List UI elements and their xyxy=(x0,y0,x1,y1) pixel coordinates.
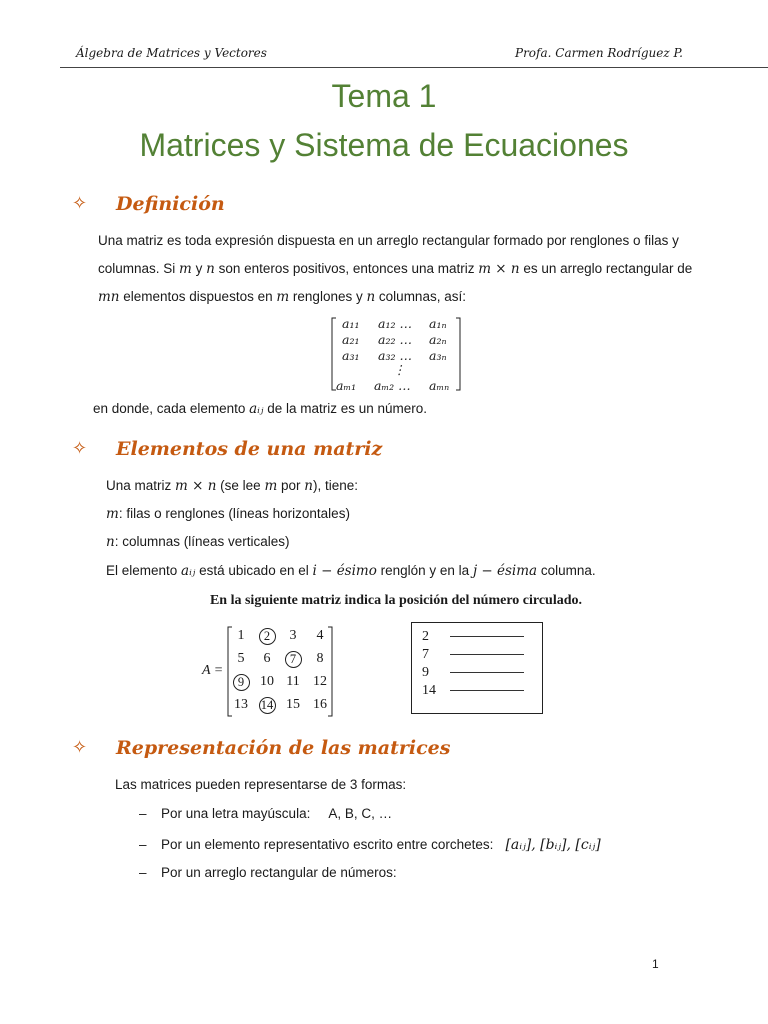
general-matrix xyxy=(330,316,462,392)
matrix-cell: 12 xyxy=(313,674,327,689)
matrix-cell: 8 xyxy=(316,651,324,666)
matrix-element: a₂₁ xyxy=(342,332,360,347)
elements-line-4: El elemento aᵢⱼ está ubicado en el i − ésimo renglón y en la j − ésima columna. xyxy=(106,563,596,579)
matrix-cell: 10 xyxy=(260,674,274,689)
matrix-element: aₘ₂ … xyxy=(374,378,411,393)
page-number: 1 xyxy=(652,957,659,971)
matrix-cell: 16 xyxy=(313,697,327,712)
section-definicion-title: Definición xyxy=(116,193,225,215)
four-point-star-icon: ✧ xyxy=(72,438,88,458)
list-dash: – xyxy=(139,806,147,821)
matrix-cell-circled: 14 xyxy=(252,697,282,714)
answer-line[interactable]: 14 xyxy=(422,683,524,699)
representation-intro: Las matrices pueden representarse de 3 formas: xyxy=(115,777,407,792)
list-dash: – xyxy=(139,865,147,880)
matrix-cell: 5 xyxy=(237,651,245,666)
matrix-cell: 15 xyxy=(286,697,300,712)
matrix-vertical-dots: ⋮ xyxy=(393,362,406,377)
definition-line-4: en donde, cada elemento aᵢⱼ de la matriz es un número. xyxy=(93,401,428,417)
matrix-element: a₁ₙ xyxy=(429,316,447,331)
matrix-element: aₘₙ xyxy=(429,378,450,393)
list-dash: – xyxy=(139,837,147,852)
header-course-title: Álgebra de Matrices y Vectores xyxy=(76,46,267,60)
matrix-cell: 1 xyxy=(237,628,245,643)
matrix-element: a₃₁ xyxy=(342,348,360,363)
four-point-star-icon: ✧ xyxy=(72,193,88,213)
matrix-element: aₘ₁ xyxy=(336,378,357,393)
matrix-cell: 11 xyxy=(286,674,300,689)
section-representacion-title: Representación de las matrices xyxy=(116,737,451,759)
matrix-element: a₂₂ … xyxy=(378,332,412,347)
exercise-matrix xyxy=(226,626,336,718)
matrix-cell: 4 xyxy=(316,628,324,643)
matrix-cell: 6 xyxy=(263,651,271,666)
header-author: Profa. Carmen Rodríguez P. xyxy=(515,46,683,60)
matrix-cell: 13 xyxy=(234,697,248,712)
matrix-cell-circled: 7 xyxy=(278,651,308,668)
representation-item-1: Por una letra mayúscula: A, B, C, … xyxy=(161,806,393,821)
answer-line[interactable]: 7 xyxy=(422,647,524,663)
topic-number-title: Tema 1 xyxy=(331,78,437,114)
exercise-title: En la siguiente matriz indica la posición del número circulado. xyxy=(209,593,583,608)
representation-item-2: Por un elemento representativo escrito entre corchetes: [aᵢⱼ], [bᵢⱼ], [cᵢⱼ] xyxy=(161,837,601,853)
matrix-cell-circled: 2 xyxy=(252,628,282,645)
topic-title: Matrices y Sistema de Ecuaciones xyxy=(139,127,629,163)
answer-box xyxy=(411,622,543,714)
answer-line[interactable]: 2 xyxy=(422,629,524,645)
representation-item-3: Por un arreglo rectangular de números: xyxy=(161,865,397,880)
matrix-element: a₂ₙ xyxy=(429,332,447,347)
header-rule xyxy=(60,67,768,68)
definition-line-3: mn elementos dispuestos en m renglones y n columnas, así: xyxy=(98,289,466,305)
matrix-cell: 3 xyxy=(289,628,297,643)
matrix-element: a₁₂ … xyxy=(378,316,412,331)
matrix-cell-circled: 9 xyxy=(226,674,256,691)
answer-line[interactable]: 9 xyxy=(422,665,524,681)
definition-line-2: columnas. Si m y n son enteros positivos, entonces una matriz m × n es un arreglo rectangular de xyxy=(98,261,693,277)
section-elementos-title: Elementos de una matriz xyxy=(116,438,383,460)
elements-line-3: n: columnas (líneas verticales) xyxy=(106,534,290,550)
definition-line-1: Una matriz es toda expresión dispuesta en un arreglo rectangular formado por renglones o filas y xyxy=(98,233,679,248)
matrix-element: a₁₁ xyxy=(342,316,360,331)
elements-line-1: Una matriz m × n (se lee m por n), tiene: xyxy=(106,478,359,494)
four-point-star-icon: ✧ xyxy=(72,737,88,757)
matrix-element: a₃ₙ xyxy=(429,348,447,363)
matrix-label: A = xyxy=(202,663,224,678)
matrix-element: a₃₂ … xyxy=(378,348,412,363)
elements-line-2: m: filas o renglones (líneas horizontales) xyxy=(106,506,350,522)
